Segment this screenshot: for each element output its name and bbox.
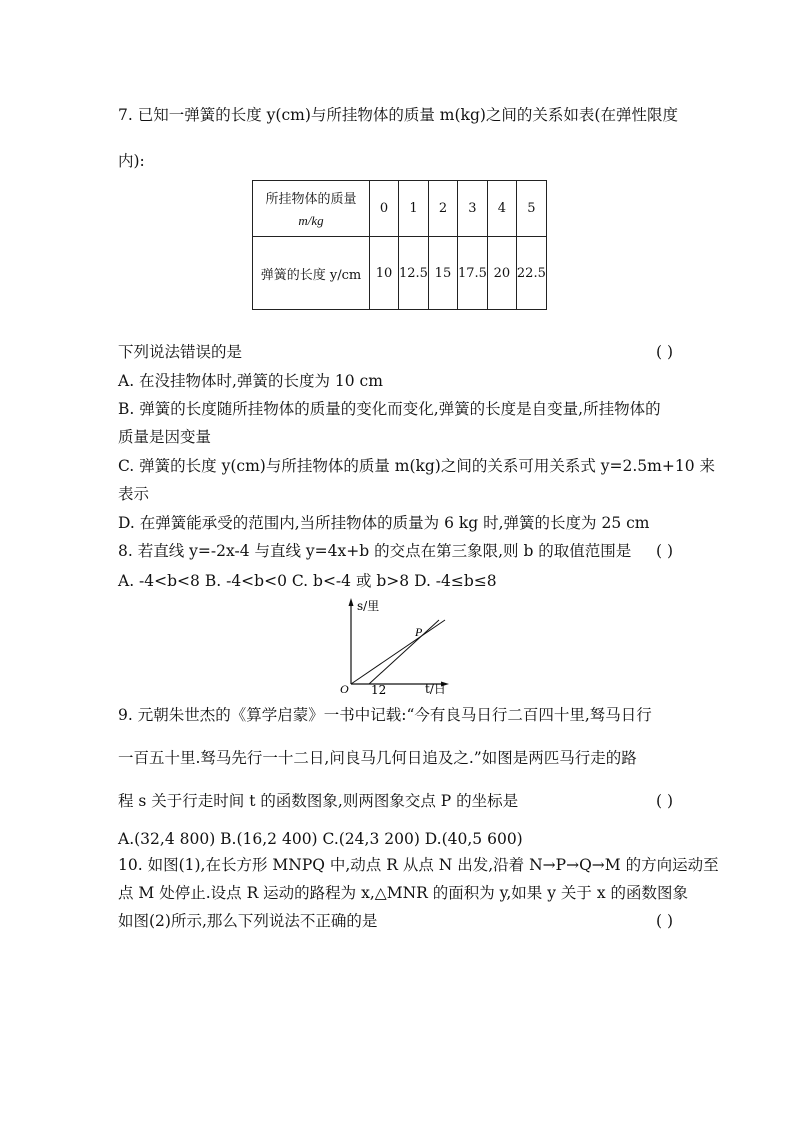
q9-line-1: 9. 元朝朱世杰的《算学启蒙》一书中记载:“今有良马日行二百四十里,驽马日行 [118,706,652,724]
q10-line-1: 10. 如图(1),在长方形 MNPQ 中,动点 R 从点 N 出发,沿着 N→P→Q→M 的方向运动至 [118,856,719,874]
table-header-mass-text: 所挂物体的质量 [265,192,357,207]
y-axis-label: s/里 [357,599,380,613]
q7-option-b-line-1: B. 弹簧的长度随所挂物体的质量的变化而变化,弹簧的长度是自变量,所挂物体的 [118,400,661,418]
intersection-label: P [415,625,423,639]
q8-line-1: 8. 若直线 y=-2x-4 与直线 y=4x+b 的交点在第三象限,则 b 的取值范围是 [118,542,632,560]
q7-option-d: D. 在弹簧能承受的范围内,当所挂物体的质量为 6 kg 时,弹簧的长度为 25 cm [118,514,650,532]
q10-answer-bracket: ( ) [655,912,673,930]
q8-options: A. -4<b<8 B. -4<b<0 C. b<-4 或 b>8 D. -4≤b≤8 [118,572,497,590]
table-cell: 20 [487,237,516,310]
q7-line-1: 7. 已知一弹簧的长度 y(cm)与所挂物体的质量 m(kg)之间的关系如表(在弹性限度 [118,106,678,124]
spring-table [252,180,547,310]
table-cell: 12.5 [399,237,429,310]
q7-prompt: 下列说法错误的是 [118,343,243,361]
q10-line-2: 点 M 处停止.设点 R 运动的路程为 x,△MNR 的面积为 y,如果 y 关于 x 的函数图象 [118,884,688,902]
table-cell: 15 [428,237,457,310]
q7-option-b-line-2: 质量是因变量 [118,428,212,446]
x-tick-label: 12 [371,683,387,696]
q7-answer-bracket: ( ) [655,343,673,361]
q9-answer-bracket: ( ) [655,792,673,810]
q9-line-3: 程 s 关于行走时间 t 的函数图象,则两图象交点 P 的坐标是 [118,792,519,810]
q8-answer-bracket: ( ) [655,542,673,560]
table-cell: 1 [399,181,429,237]
x-axis-label: t/日 [425,682,446,696]
fast-horse-line [369,620,439,684]
table-cell: 0 [370,181,399,237]
distance-time-graph [335,596,455,696]
slow-horse-line [351,620,445,684]
table-cell: 2 [428,181,457,237]
table-header-length: 弹簧的长度 y/cm [253,237,370,310]
table-cell: 3 [457,181,487,237]
q7-option-a: A. 在没挂物体时,弹簧的长度为 10 cm [118,372,383,390]
table-cell: 4 [487,181,516,237]
q7-option-c-line-2: 表示 [118,485,150,503]
table-cell: 17.5 [457,237,487,310]
q10-line-3: 如图(2)所示,那么下列说法不正确的是 [118,912,378,930]
table-header-mass-unit: m/kg [298,213,324,228]
table-header-mass [253,181,370,237]
q9-options: A.(32,4 800) B.(16,2 400) C.(24,3 200) D.(40,5 600) [118,830,523,848]
table-cell: 10 [370,237,399,310]
table-cell: 22.5 [516,237,546,310]
q9-line-2: 一百五十里.驽马先行一十二日,问良马几何日追及之.”如图是两匹马行走的路 [118,749,637,767]
q7-option-c-line-1: C. 弹簧的长度 y(cm)与所挂物体的质量 m(kg)之间的关系可用关系式 y=2.5m+10 来 [118,457,716,475]
q7-line-2: 内): [118,152,145,170]
y-axis-arrow-icon [349,598,354,606]
origin-label: O [340,682,349,696]
table-cell: 5 [516,181,546,237]
